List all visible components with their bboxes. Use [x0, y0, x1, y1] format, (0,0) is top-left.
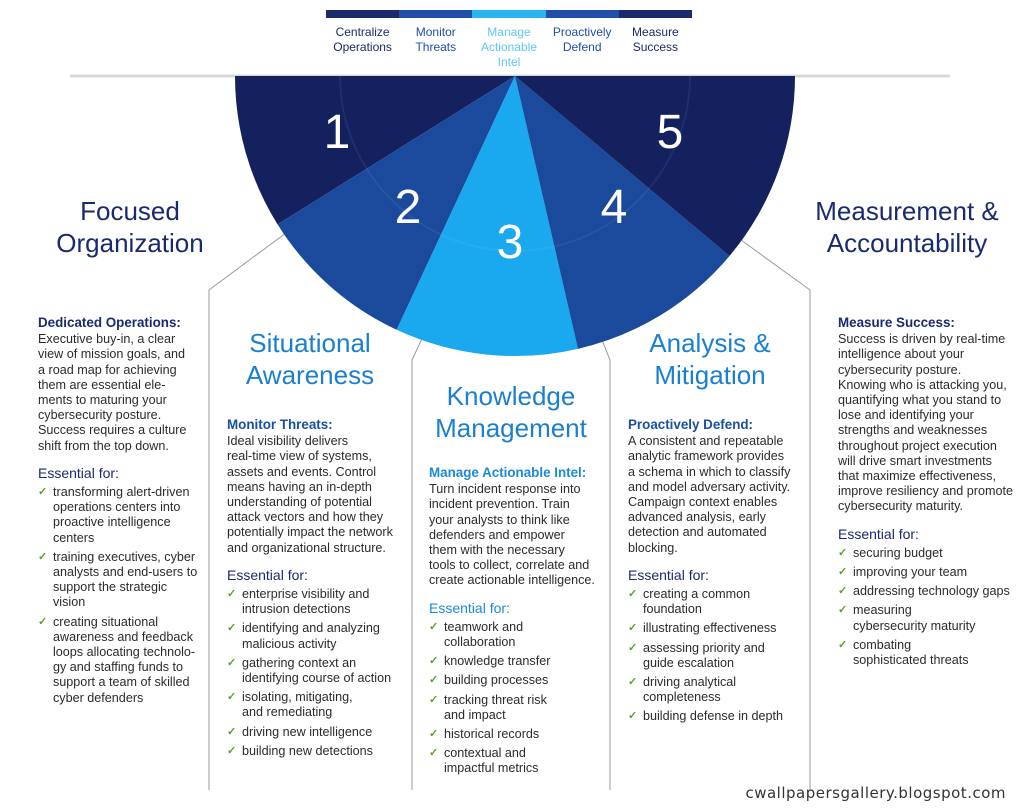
wedge-number-1: 1: [323, 106, 351, 159]
check-icon: ✓: [38, 550, 48, 563]
legend-label: Proactively Defend: [552, 25, 612, 54]
list-item-text: identifying and analyzing malicious activity: [242, 621, 380, 651]
list-item-text: improving your team: [853, 565, 968, 580]
list-item: [227, 621, 407, 651]
list-item: [838, 584, 1014, 599]
column-situational-awareness: [227, 417, 407, 763]
check-icon: ✓: [838, 546, 848, 559]
list-item: [628, 709, 806, 724]
list-item-text: isolating, mitigating, and remediating: [242, 690, 353, 720]
check-icon: ✓: [628, 588, 638, 601]
title-situational-awareness: Situational Awareness: [245, 328, 375, 390]
essential-list: [628, 587, 806, 725]
legend-bar-segment: [399, 10, 472, 18]
check-icon: ✓: [429, 747, 439, 760]
list-item-text: assessing priority and guide escalation: [643, 640, 765, 670]
list-item: [429, 693, 607, 723]
check-icon: ✓: [38, 486, 48, 499]
legend-item-centralize-operations: [326, 10, 399, 70]
list-item-text: contextual and impactful metrics: [444, 746, 539, 776]
legend-item-monitor-threats: [399, 10, 472, 70]
list-item-text: addressing technology gaps: [853, 584, 1010, 599]
list-item: [838, 565, 1014, 580]
check-icon: ✓: [429, 655, 439, 668]
check-icon: ✓: [38, 615, 48, 628]
essential-heading: Essential for:: [838, 525, 919, 542]
legend-item-measure-success: [619, 10, 692, 70]
list-item-text: tracking threat risk and impact: [444, 692, 547, 722]
list-item: [38, 550, 208, 611]
essential-heading: Essential for:: [227, 566, 308, 583]
body-text: A consistent and repeatable analytic framework provides a schema in which to classify and model adversary activity. Campaign context enables advanced analysis, early detection and automated blocking.: [628, 434, 791, 555]
list-item-text: creating situational awareness and feedback loops allocating technolo- gy and staffing funds to support a team of skilled cyber defenders: [53, 614, 196, 705]
subhead-dedicated-operations: Dedicated Operations:: [38, 315, 181, 330]
list-item: [628, 675, 806, 705]
check-icon: ✓: [227, 691, 237, 704]
body-text: Ideal visibility delivers real-time view of systems, assets and events. Control means having an in-depth understanding of potential attack vectors and how they potentially impact the network and organizational structure.: [227, 434, 393, 555]
check-icon: ✓: [628, 676, 638, 689]
body-text: Executive buy-in, a clear view of mission goals, and a road map for achieving them are essential ele- ments to maturing your cybersecurity posture. Success requires a culture shift from the top down.: [38, 332, 187, 453]
list-item-text: teamwork and collaboration: [444, 619, 524, 650]
check-icon: ✓: [227, 588, 237, 601]
check-icon: ✓: [628, 622, 638, 635]
list-item-text: transforming alert-driven operations centers into proactive intelligence centers: [53, 485, 190, 545]
list-item: [429, 654, 607, 669]
subhead-monitor-threats: Monitor Threats:: [227, 417, 333, 432]
check-icon: ✓: [227, 725, 237, 738]
list-item-text: knowledge transfer: [444, 654, 551, 669]
check-icon: ✓: [227, 622, 237, 635]
essential-list: [838, 546, 1014, 668]
list-item: [227, 725, 407, 740]
column-knowledge-management: [429, 465, 607, 781]
essential-heading: Essential for:: [38, 464, 119, 481]
list-item-text: training executives, cyber analysts and end-users to support the strategic vision: [53, 549, 198, 610]
list-item-text: creating a common foundation: [643, 587, 751, 617]
list-item-text: building defense in depth: [643, 709, 784, 724]
list-item: [429, 746, 607, 776]
essential-heading: Essential for:: [628, 566, 709, 583]
essential-list: [429, 620, 607, 777]
title-measurement-accountability: Measurement & Accountability: [815, 196, 999, 258]
subhead-proactively-defend: Proactively Defend:: [628, 417, 754, 432]
body-text: Turn incident response into incident prevention. Train your analysts to think like defenders and empower them with the necessary tools to collect, correlate and create actionable intelligence.: [429, 482, 595, 588]
list-item: [38, 615, 208, 706]
list-item: [38, 485, 208, 546]
list-item: [227, 690, 407, 720]
list-item: [429, 727, 607, 742]
legend-bar-segment: [619, 10, 692, 18]
column-focused-organization: [38, 315, 208, 710]
list-item-text: illustrating effectiveness: [643, 621, 777, 636]
list-item: [838, 638, 1014, 668]
subhead-manage-actionable-intel: Manage Actionable Intel:: [429, 465, 587, 480]
check-icon: ✓: [429, 693, 439, 706]
title-analysis-mitigation: Analysis & Mitigation: [649, 328, 771, 390]
list-item: [227, 744, 407, 759]
legend-label: Monitor Threats: [415, 25, 457, 54]
essential-list: [227, 587, 407, 759]
check-icon: ✓: [838, 566, 848, 579]
check-icon: ✓: [429, 620, 439, 633]
check-icon: ✓: [838, 585, 848, 598]
legend-bar-segment: [326, 10, 399, 18]
column-measurement-accountability: [838, 315, 1014, 672]
list-item: [838, 546, 1014, 561]
list-item: [628, 641, 806, 671]
wedge-number-4: 4: [600, 181, 628, 234]
check-icon: ✓: [628, 710, 638, 723]
title-focused-organization: Focused Organization: [56, 196, 204, 258]
check-icon: ✓: [838, 638, 848, 651]
essential-list: [38, 485, 208, 706]
list-item-text: measuring cybersecurity maturity: [853, 603, 976, 633]
list-item: [838, 603, 1014, 633]
list-item-text: building new detections: [242, 743, 373, 758]
check-icon: ✓: [429, 674, 439, 687]
body-text: Success is driven by real-time intelligence about your cybersecurity posture. Knowing who is attacking you, quantifying what you stand to lose and identifying your strengths and weaknesses throughout project execution will drive smart investments that maximize effectiveness, improve resiliency and promote cybersecurity maturity.: [838, 332, 1013, 514]
list-item: [429, 620, 607, 650]
list-item: [227, 656, 407, 686]
check-icon: ✓: [838, 604, 848, 617]
check-icon: ✓: [628, 641, 638, 654]
legend-bar: [326, 10, 692, 70]
legend-item-manage-actionable-intel: [472, 10, 545, 70]
legend-bar-segment: [472, 10, 545, 18]
watermark: cwallpapersgallery.blogspot.com: [745, 784, 1006, 802]
check-icon: ✓: [227, 656, 237, 669]
title-knowledge-management: Knowledge Management: [435, 381, 587, 443]
legend-bar-segment: [546, 10, 619, 18]
list-item-text: securing budget: [853, 545, 943, 560]
check-icon: ✓: [227, 744, 237, 757]
wedge-number-5: 5: [656, 106, 684, 159]
essential-heading: Essential for:: [429, 599, 510, 616]
wedge-number-2: 2: [394, 181, 422, 234]
legend-item-proactively-defend: [546, 10, 619, 70]
legend-label: Measure Success: [632, 25, 679, 54]
wedge-number-3: 3: [496, 216, 524, 269]
list-item-text: enterprise visibility and intrusion detections: [242, 587, 370, 617]
list-item-text: driving analytical completeness: [643, 675, 737, 705]
list-item: [628, 621, 806, 636]
list-item-text: building processes: [444, 673, 549, 688]
list-item: [628, 587, 806, 617]
list-item-text: historical records: [444, 727, 540, 742]
legend-label: Centralize Operations: [333, 25, 392, 54]
list-item: [227, 587, 407, 617]
legend-label: Manage Actionable Intel: [480, 25, 537, 69]
check-icon: ✓: [429, 728, 439, 741]
list-item-text: gathering context an identifying course of action: [242, 655, 392, 686]
subhead-measure-success: Measure Success:: [838, 315, 955, 330]
list-item: [429, 673, 607, 688]
list-item-text: driving new intelligence: [242, 724, 373, 739]
list-item-text: combating sophisticated threats: [853, 637, 969, 668]
column-analysis-mitigation: [628, 417, 806, 729]
